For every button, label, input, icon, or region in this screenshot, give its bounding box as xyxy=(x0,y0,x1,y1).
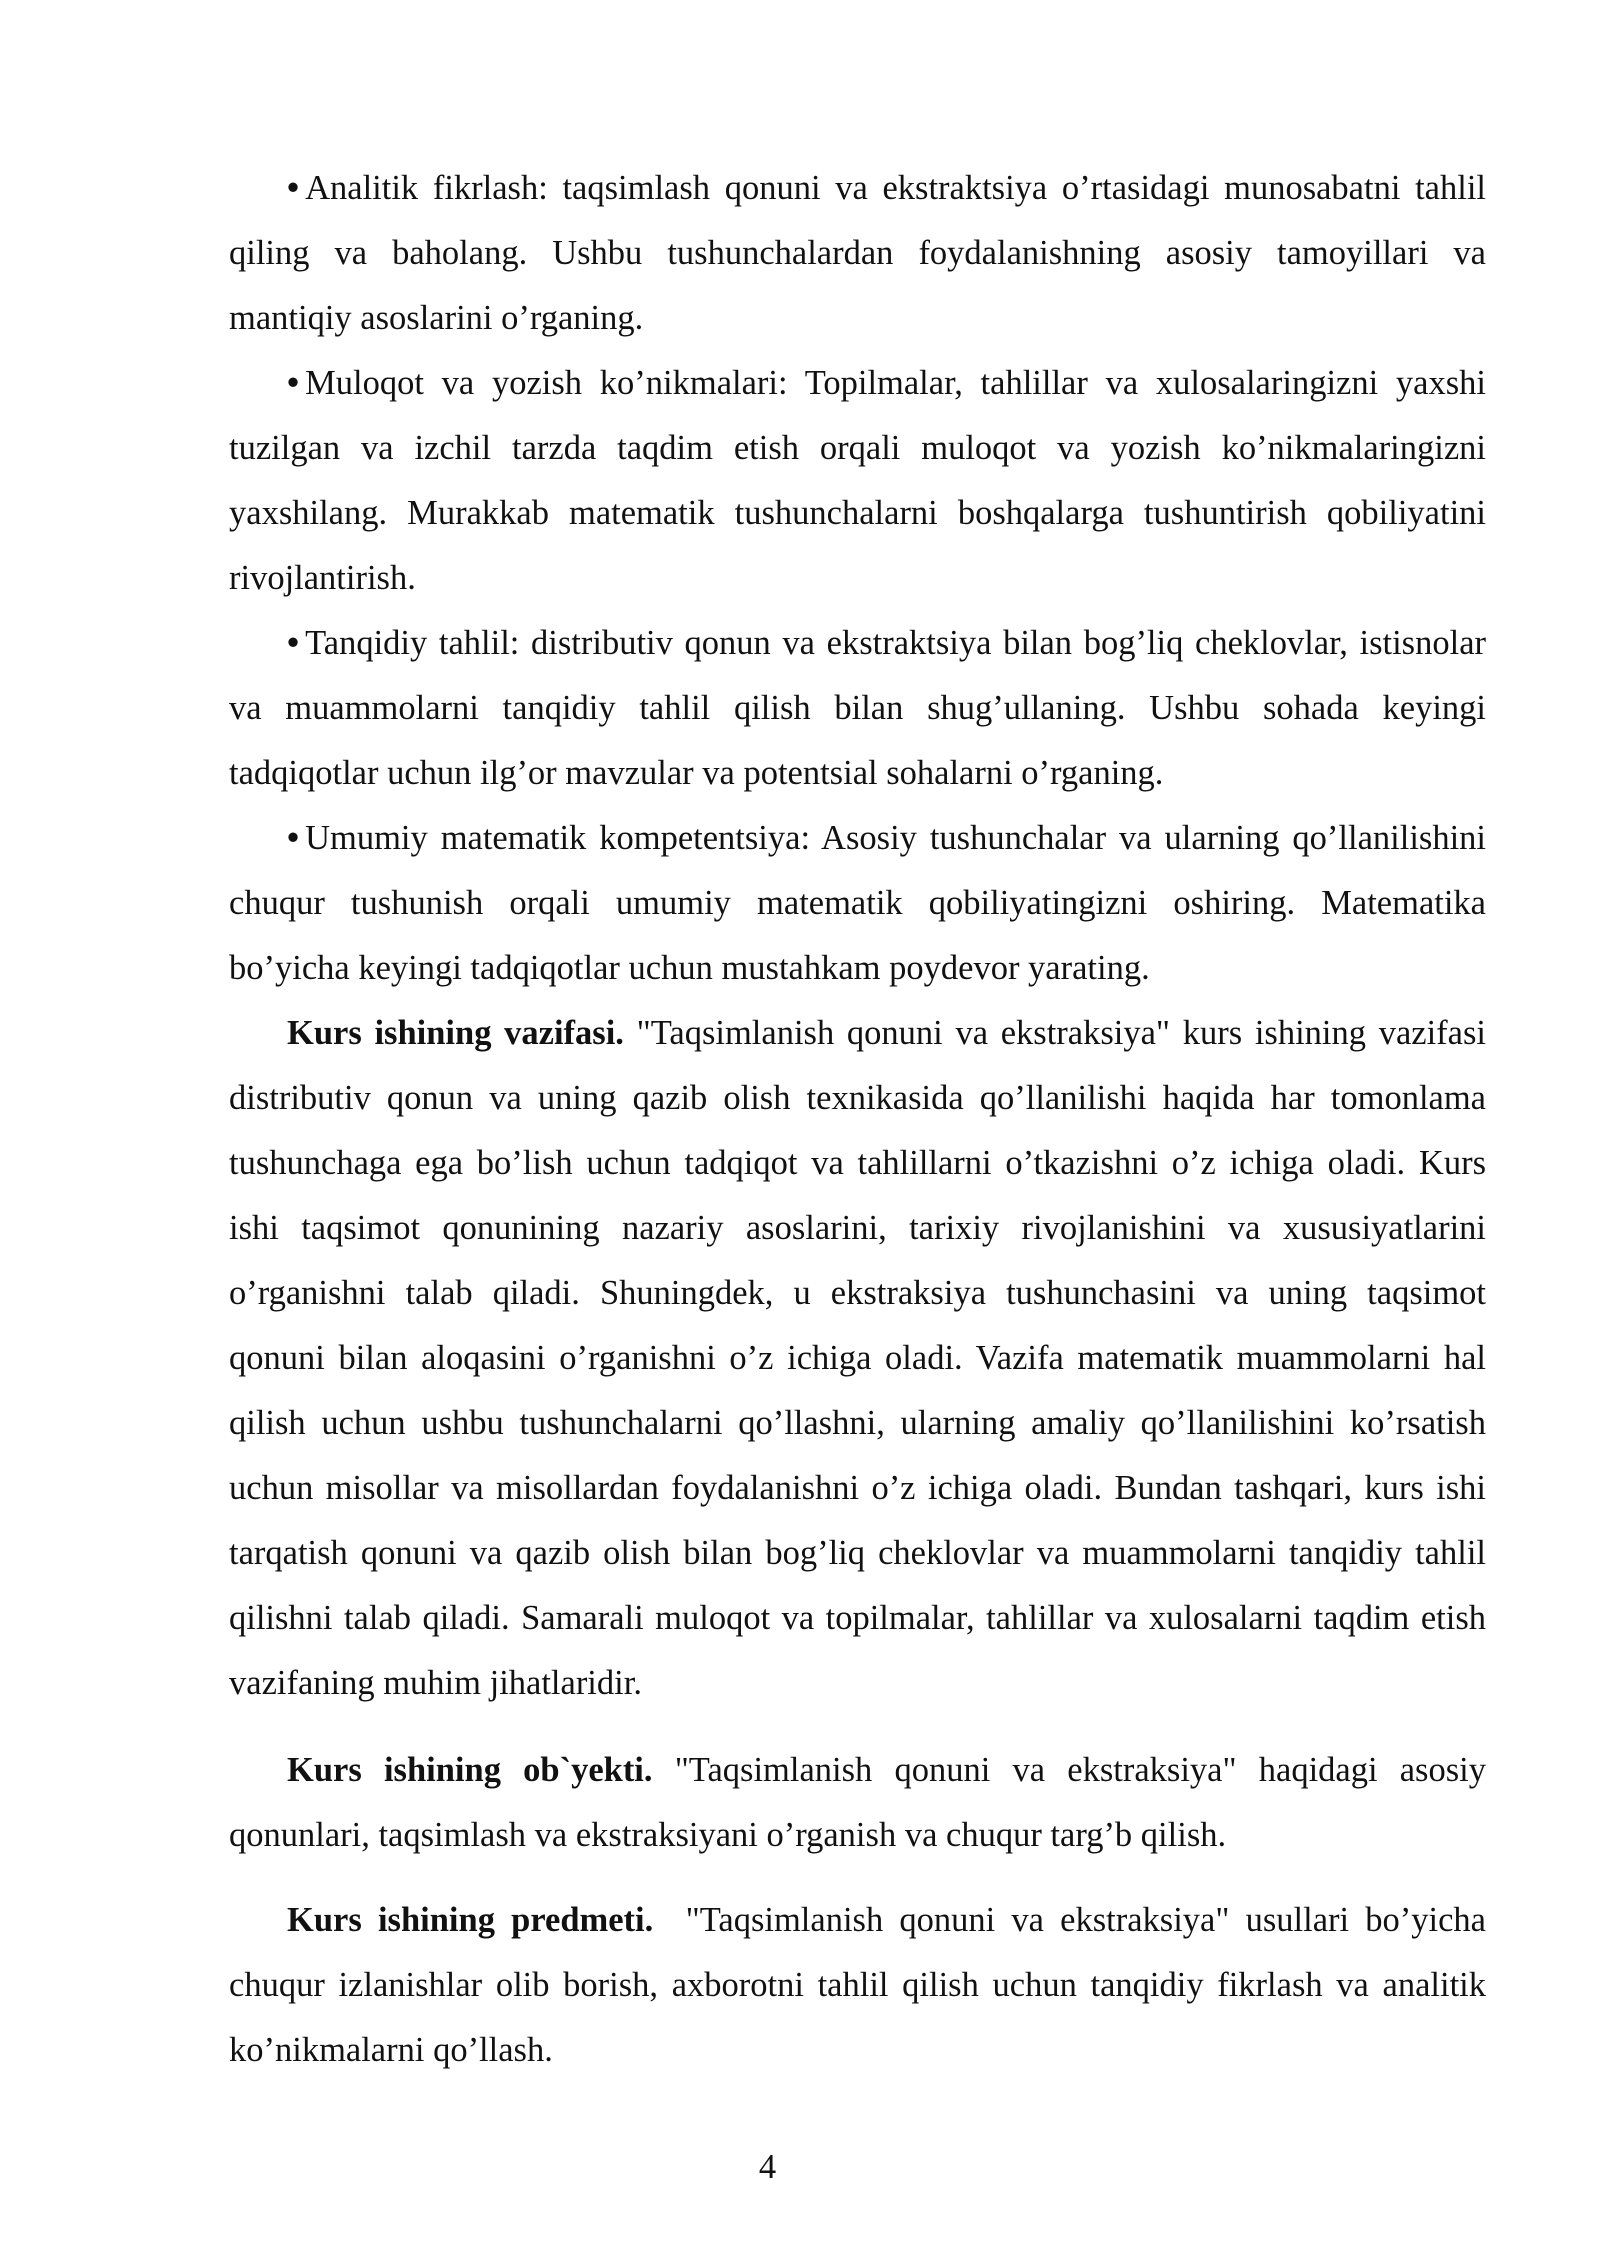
bullet-paragraph-analitik xyxy=(229,156,1486,351)
section-body-obyekti: "Taqsimlanish qonuni va ekstraksiya" haqidagi asosiy qonunlari, taqsimlash va ekstraksiyani o’rganish va chuqur targ’b qilish. xyxy=(229,1751,1486,1854)
bullet-icon: • xyxy=(287,819,300,857)
section-obyekti xyxy=(229,1738,1486,1868)
page-number: 4 xyxy=(758,2148,777,2186)
bullet-text: Tanqidiy tahlil: distributiv qonun va ekstraktsiya bilan bog’liq cheklovlar, istisnolar va muammolarni tanqidiy tahlil qilish bilan shug’ullaning. Ushbu sohada keyingi tadqiqotlar uchun ilg’or mavzular va potentsial sohalarni o’rganing. xyxy=(229,624,1486,792)
section-body-vazifasi: "Taqsimlanish qonuni va ekstraksiya" kurs ishining vazifasi distributiv qonun va uning qazib olish texnikasida qo’llanilishi haqida har tomonlama tushunchaga ega bo’lish uchun tadqiqot va tahlillarni o’tkazishni o’z ichiga oladi. Kurs ishi taqsimot qonunining nazariy asoslarini, tarixiy rivojlanishini va xususiyatlarini o’rganishni talab qiladi. Shuningdek, u ekstraksiya tushunchasini va uning taqsimot qonuni bilan aloqasini o’rganishni o’z ichiga oladi. Vazifa matematik muammolarni hal qilish uchun ushbu tushunchalarni qo’llashni, ularning amaliy qo’llanilishini ko’rsatish uchun misollar va misollardan foydalanishni o’z ichiga oladi. Bundan tashqari, kurs ishi tarqatish qonuni va qazib olish bilan bog’liq cheklovlar va muammolarni tanqidiy tahlil qilishni talab qiladi. Samarali muloqot va topilmalar, tahlillar va xulosalarni taqdim etish vazifaning muhim jihatlaridir. xyxy=(229,1014,1486,1702)
section-heading-vazifasi: Kurs ishining vazifasi. xyxy=(287,1014,624,1052)
bullet-text: Umumiy matematik kompetentsiya: Asosiy tushunchalar va ularning qo’llanilishini chuqur tushunish orqali umumiy matematik qobiliyatingizni oshiring. Matematika bo’yicha keyingi tadqiqotlar uchun mustahkam poydevor yarating. xyxy=(229,819,1486,987)
section-vazifasi xyxy=(229,1001,1486,1716)
section-predmeti xyxy=(229,1888,1495,2083)
bullet-icon: • xyxy=(287,364,300,402)
bullet-icon: • xyxy=(287,624,300,662)
bullet-text: Analitik fikrlash: taqsimlash qonuni va ekstraktsiya o’rtasidagi munosabatni tahlil qiling va baholang. Ushbu tushunchalardan foydalanishning asosiy tamoyillari va mantiqiy asoslarini o’rganing. xyxy=(229,169,1486,337)
document-page xyxy=(229,156,1495,2083)
bullet-paragraph-muloqot xyxy=(229,351,1486,611)
bullet-text: Muloqot va yozish ko’nikmalari: Topilmalar, tahlillar va xulosalaringizni yaxshi tuzilgan va izchil tarzda taqdim etish orqali muloqot va yozish ko’nikmalaringizni yaxshilang. Murakkab matematik tushunchalarni boshqalarga tushuntirish qobiliyatini rivojlantirish. xyxy=(229,364,1486,597)
bullet-paragraph-tanqidiy xyxy=(229,611,1486,806)
section-heading-predmeti: Kurs ishining predmeti. xyxy=(287,1901,654,1939)
section-heading-obyekti: Kurs ishining ob`yekti. xyxy=(287,1751,653,1789)
bullet-paragraph-umumiy xyxy=(229,806,1486,1001)
bullet-icon: • xyxy=(287,169,300,207)
section-body-predmeti: "Taqsimlanish qonuni va ekstraksiya" usullari bo’yicha chuqur izlanishlar olib borish, axborotni tahlil qilish uchun tanqidiy fikrlash va analitik ko’nikmalarni qo’llash. xyxy=(229,1901,1495,2069)
